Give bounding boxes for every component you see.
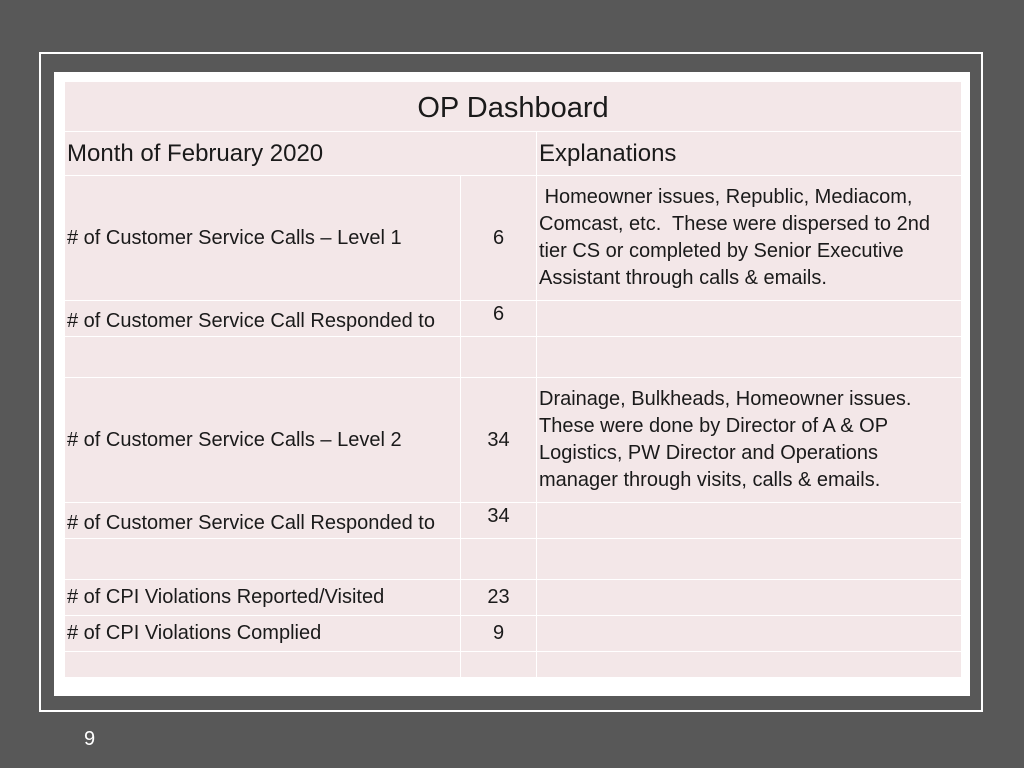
header-row [65, 132, 962, 176]
row-explanation: Drainage, Bulkheads, Homeowner issues. These were done by Director of A & OP Logistics, PW Director and Operations manager through visits, calls & emails. [537, 378, 962, 503]
row-explanation [537, 539, 962, 580]
row-value: 6 [461, 301, 537, 337]
row-explanation [537, 652, 962, 679]
dashboard-table [64, 81, 962, 679]
row-label [65, 539, 461, 580]
page-number: 9 [84, 728, 96, 750]
table-row [65, 539, 962, 580]
row-explanation [537, 616, 962, 652]
table-row [65, 580, 962, 616]
row-value: 34 [461, 503, 537, 539]
row-value [461, 337, 537, 378]
row-explanation [537, 337, 962, 378]
explanations-header: Explanations [537, 132, 962, 176]
period-label: Month of February 2020 [65, 132, 537, 176]
row-label: # of Customer Service Calls – Level 1 [65, 176, 461, 301]
table-row [65, 616, 962, 652]
title-row [65, 82, 962, 132]
row-value [461, 539, 537, 580]
row-value: 23 [461, 580, 537, 616]
row-label: # of Customer Service Calls – Level 2 [65, 378, 461, 503]
row-label: # of CPI Violations Complied [65, 616, 461, 652]
dashboard-table-container [64, 81, 961, 677]
row-value [461, 652, 537, 679]
row-label: # of Customer Service Call Responded to [65, 503, 461, 539]
row-explanation: Homeowner issues, Republic, Mediacom, Comcast, etc. These were dispersed to 2nd tier CS or completed by Senior Executive Assistant through calls & emails. [537, 176, 962, 301]
row-label [65, 652, 461, 679]
table-row [65, 301, 962, 337]
table-row [65, 378, 962, 503]
row-value: 9 [461, 616, 537, 652]
row-label: # of CPI Violations Reported/Visited [65, 580, 461, 616]
row-explanation [537, 580, 962, 616]
row-explanation [537, 301, 962, 337]
table-row [65, 337, 962, 378]
row-value: 6 [461, 176, 537, 301]
dashboard-title: OP Dashboard [65, 82, 962, 132]
table-row [65, 652, 962, 679]
row-label [65, 337, 461, 378]
table-row [65, 503, 962, 539]
row-explanation [537, 503, 962, 539]
row-value: 34 [461, 378, 537, 503]
row-label: # of Customer Service Call Responded to [65, 301, 461, 337]
table-row [65, 176, 962, 301]
